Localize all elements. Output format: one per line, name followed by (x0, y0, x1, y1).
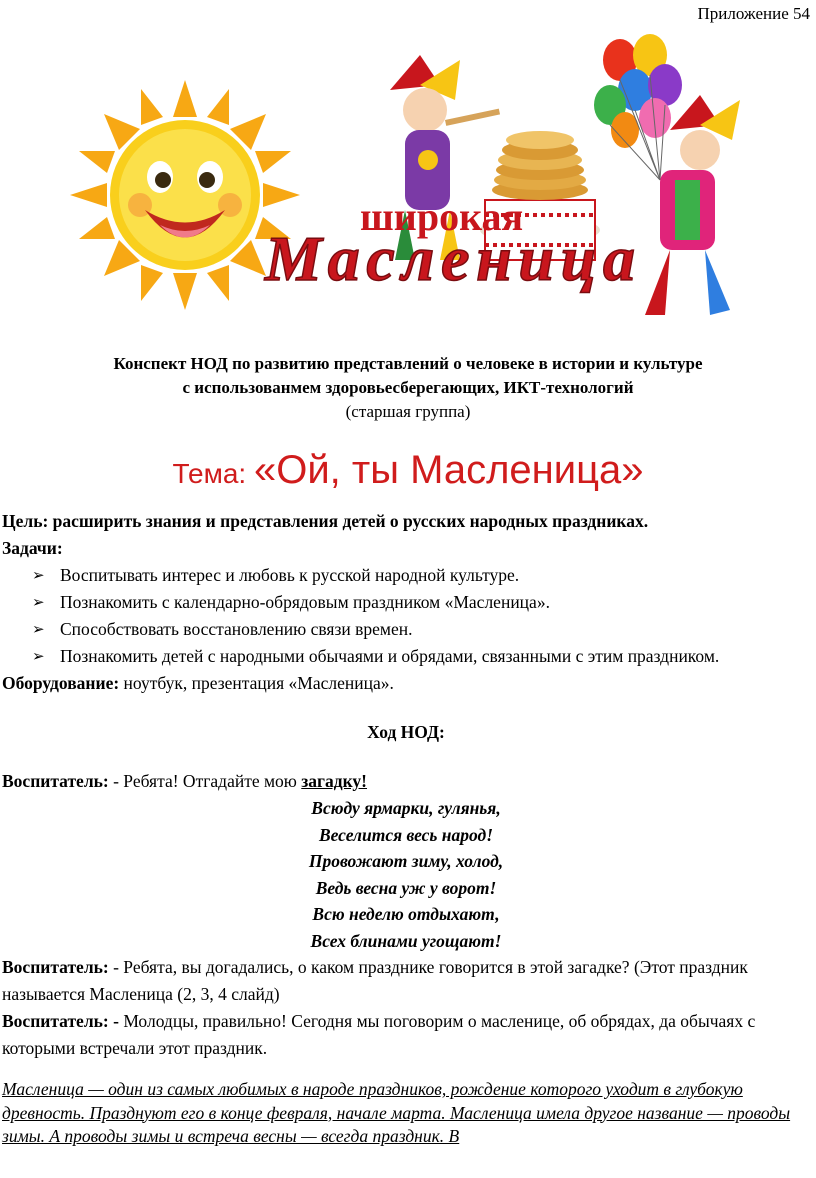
list-item: ➢ Воспитывать интерес и любовь к русской народной культуре. (2, 562, 810, 589)
list-item: ➢ Познакомить с календарно-обрядовым праздником «Масленица». (2, 589, 810, 616)
appendix-label: Приложение 54 (697, 4, 810, 23)
riddle-poem (2, 795, 810, 954)
story-paragraph: Масленица — один из самых любимых в народе праздников, рождение которого уходит в глубокую древность. Празднуют его в конце февраля, начале марта. Масленица имела другое название — проводы зимы. А проводы зимы и встреча весны — всегда праздник. В (2, 1079, 791, 1146)
riddle-line: Всех блинами угощают! (310, 930, 502, 951)
riddle-line: Провожают зиму, холод, (308, 851, 504, 871)
heading-line-2: с использованмем здоровьесберегающих, ИКТ-технологий (182, 378, 634, 397)
teacher-line-1: Воспитатель: - Ребята! Отгадайте мою загадку! (2, 771, 368, 791)
arrow-bullet-icon: ➢ (32, 566, 45, 584)
heading-line-3: (старшая группа) (345, 402, 471, 421)
arrow-bullet-icon: ➢ (32, 593, 45, 611)
arrow-bullet-icon: ➢ (32, 647, 45, 665)
theme-text: «Ой, ты Масленица» (253, 448, 644, 492)
riddle-line: Всю неделю отдыхают, (312, 904, 500, 924)
teacher-line-3: Воспитатель: - Молодцы, правильно! Сегодня мы поговорим о масленице, об обрядах, да обычаях с которыми встречали этот праздник. (2, 1011, 756, 1058)
riddle-line: Веселится весь народ! (318, 824, 494, 845)
list-item: ➢ Способствовать восстановлению связи времен. (2, 616, 810, 643)
riddle-line: Всюду ярмарки, гулянья, (311, 798, 501, 818)
arrow-bullet-icon: ➢ (32, 620, 45, 638)
teacher-line-2: Воспитатель: - Ребята, вы догадались, о каком празднике говорится в этой загадке? (Этот праздник называется Масленица (2, 3, 4 слайд) (2, 957, 748, 1004)
equipment-text: Оборудование: ноутбук, презентация «Масленица». (2, 673, 394, 693)
course-title: Ход НОД: (367, 722, 445, 742)
tasks-label: Задачи: (2, 538, 63, 558)
tasks-list (2, 562, 810, 670)
riddle-line: Ведь весна уж у ворот! (315, 877, 497, 898)
theme-title (0, 448, 816, 493)
banner-big-word: Масленица (265, 223, 635, 294)
list-item: ➢ Познакомить детей с народными обычаями и обрядами, связанными с этим праздником. (2, 643, 810, 670)
balloons-illustration (594, 34, 682, 180)
lesson-heading (0, 352, 816, 424)
theme-label: Тема: (172, 458, 254, 489)
heading-line-1: Конспект НОД по развитию представлений о человеке в истории и культуре (113, 354, 703, 373)
document-body (2, 508, 810, 1149)
banner-small-word: широкая (360, 194, 524, 239)
riddle-link: загадку! (301, 771, 368, 791)
goal-text: Цель: расширить знания и представления детей о русских народных праздниках. (2, 511, 649, 531)
maslenitsa-banner (60, 30, 760, 335)
